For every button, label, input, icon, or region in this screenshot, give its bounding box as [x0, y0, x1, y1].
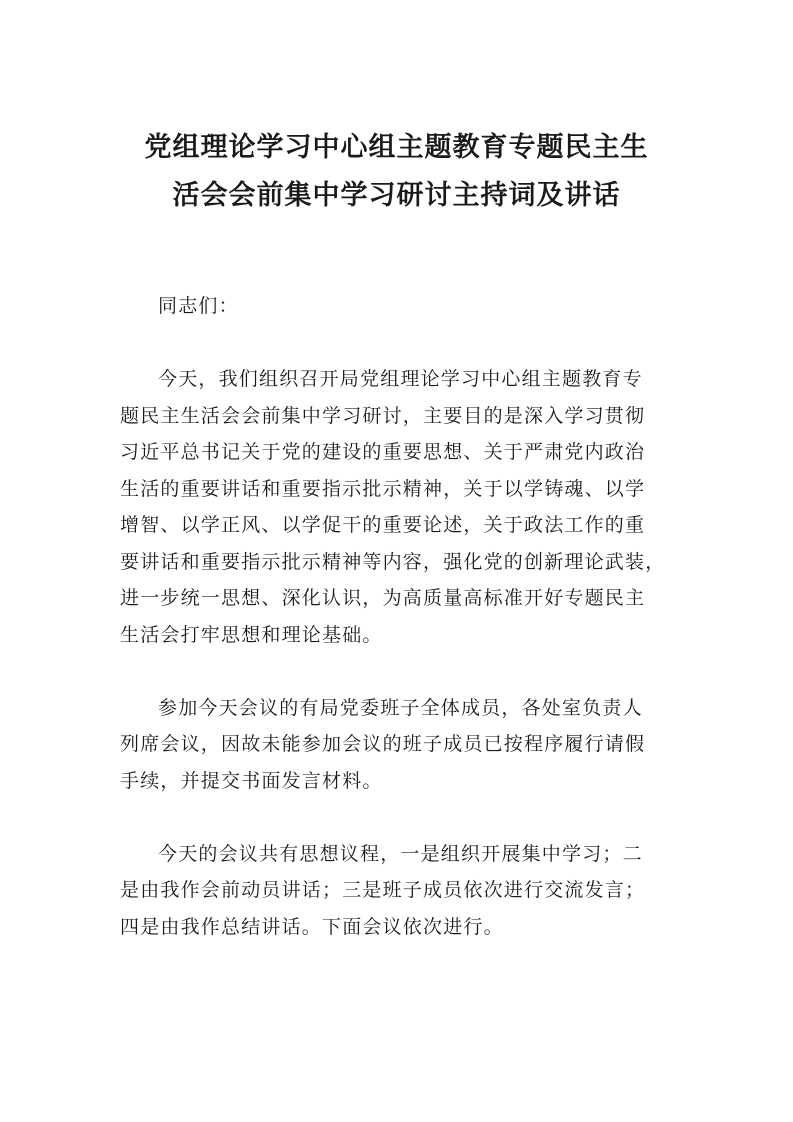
paragraph-2-line-1: 参加今天会议的有局党委班子全体成员，各处室负责人	[158, 696, 643, 719]
greeting: 同志们：	[158, 295, 239, 317]
paragraph-2-line-3: 手续，并提交书面发言材料。	[120, 769, 383, 792]
paragraph-1-line-1: 今天，我们组织召开局党组理论学习中心组主题教育专	[158, 368, 643, 390]
paragraph-3-line-2: 是由我作会前动员讲话；三是班子成员依次进行交流发言；	[120, 879, 646, 901]
paragraph-1-line-7: 进一步统一思想、深化认识，为高质量高标准开好专题民主	[120, 587, 646, 609]
paragraph-1-line-2: 题民主生活会会前集中学习研讨，主要目的是深入学习贯彻	[120, 404, 646, 427]
title-line-2: 活会会前集中学习研讨主持词及讲话	[172, 180, 621, 211]
title-line-1: 党组理论学习中心组主题教育专题民主生	[144, 132, 649, 163]
paragraph-1-line-3: 习近平总书记关于党的建设的重要思想、关于严肃党内政治	[120, 441, 646, 463]
paragraph-spacer	[120, 325, 675, 362]
paragraph-2	[120, 690, 675, 800]
paragraph-1	[120, 361, 675, 653]
document-title	[0, 124, 793, 220]
paragraph-1-line-8: 生活会打牢思想和理论基础。	[120, 623, 383, 646]
paragraph-1-line-6: 要讲话和重要指示批示精神等内容，强化党的创新理论武装，	[120, 550, 666, 573]
paragraph-3-line-3: 四是由我作总结讲话。下面会议依次进行。	[120, 915, 504, 938]
paragraph-3-line-1: 今天的会议共有思想议程，一是组织开展集中学习；二	[158, 842, 643, 865]
paragraph-spacer	[120, 799, 675, 836]
document-body	[120, 288, 675, 945]
paragraph-3	[120, 836, 675, 946]
paragraph-2-line-2: 列席会议，因故未能参加会议的班子成员已按程序履行请假	[120, 733, 646, 755]
paragraph-1-line-5: 增智、以学正风、以学促干的重要论述，关于政法工作的重	[120, 514, 646, 536]
paragraph-spacer	[120, 653, 675, 690]
paragraph-1-line-4: 生活的重要讲话和重要指示批示精神，关于以学铸魂、以学	[120, 477, 646, 500]
